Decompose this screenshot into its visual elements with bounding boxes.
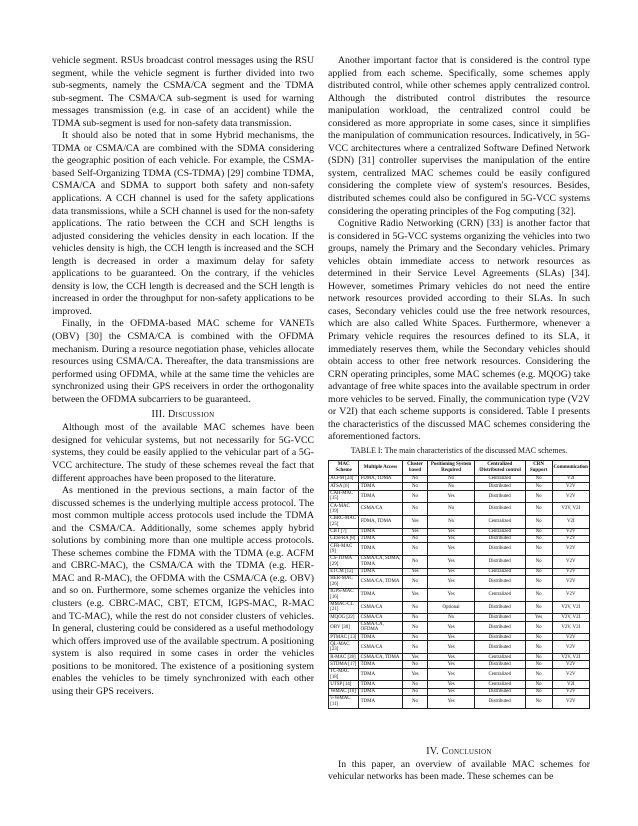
table-cell: CSMA/CA, TDMA xyxy=(359,575,402,588)
table-caption: TABLE I: The main characteristics of the discussed MAC schemes. xyxy=(350,445,568,455)
table-cell: Centralized xyxy=(474,528,525,535)
paragraph: As mentioned in the previous sections, a main factor of the discussed schemes is the underlying multiple access protocol. The most common multiple access protocols used include the TDMA and the CSMA/CA. Additionally, some schemes apply hybrid solutions by combining more than one multiple access protocols. These schemes combine the FDMA with the TDMA (e.g. ACFM and CBRC-MAC), the CSMA/CA with the TDMA (e.g. HER-MAC and R-MAC), the OFDMA with the CSMA/CA (e.g. OBV) and so on. Furthermore, some schemes organize the vehicles into clusters (e.g. CBRC-MAC, CBT, ETCM, IGPS-MAC, R-MAC and TC-MAC), while the rest do not consider clusters of vehicles. In general, clustering could be considered as a useful methodology which offers improved use of the available spectrum. A positioning system is also required in some cases in order the vehicles positions to be monitored. The existence of a positioning system enables the vehicles to be timely synchronized with each other using their GPS receivers. xyxy=(52,485,314,697)
table-cell: Distributed xyxy=(474,661,525,668)
section-title-discussion: III. Discussion xyxy=(151,409,215,421)
table-cell: CSMA/CA, SDMA, TDMA xyxy=(360,556,401,567)
table-cell: No xyxy=(525,575,552,588)
table-cell: Distributed xyxy=(474,543,525,556)
table-cell: No xyxy=(402,503,428,516)
table-cell: FDMA, TDMA xyxy=(359,516,402,529)
cell-scheme-name: ACFM [24] xyxy=(329,476,359,483)
table-row xyxy=(329,661,590,668)
table-row xyxy=(329,614,590,621)
cell-scheme-name: QL-MAC [23] xyxy=(329,641,359,654)
table-cell: TDMA xyxy=(359,490,402,503)
cell-scheme-name: CFR-MAC [9] xyxy=(329,543,359,556)
table-cell: No xyxy=(428,614,474,621)
header-control: Centralized /Distributed control xyxy=(474,460,525,475)
table-cell: Distributed xyxy=(474,621,525,634)
table-row xyxy=(329,654,590,661)
table-row xyxy=(329,601,590,614)
table-cell: V2V xyxy=(552,490,590,503)
table-cell: Yes xyxy=(428,695,474,708)
table-cell: No xyxy=(428,483,474,490)
header-cluster-based: Cluster based xyxy=(402,460,428,475)
cell-scheme-name: CS-TDMA [29] xyxy=(329,556,359,569)
table-cell: No xyxy=(428,503,474,516)
table-cell: Yes xyxy=(428,688,474,695)
cell-scheme-name: CA-MAC [19] xyxy=(329,503,359,516)
section-title-conclusion: IV. Conclusion xyxy=(426,745,492,757)
table-cell: TDMA xyxy=(359,634,402,641)
table-cell: Yes xyxy=(428,634,474,641)
table-cell: Yes xyxy=(428,654,474,661)
table-cell: No xyxy=(525,588,552,601)
table-cell: No xyxy=(525,528,552,535)
table-cell: TDMA xyxy=(359,588,402,601)
table-cell: V2V, V2I xyxy=(552,601,590,614)
table-cell: Yes xyxy=(428,536,474,543)
table-cell: Yes xyxy=(428,641,474,654)
table-cell: No xyxy=(402,621,428,634)
table-cell: TDMA xyxy=(359,688,402,695)
table-row xyxy=(329,668,590,681)
table-cell: No xyxy=(525,634,552,641)
table-cell: V2V xyxy=(552,695,590,708)
cell-scheme-name: CBRC-MAC [25] xyxy=(329,516,359,529)
table-cell: CSMA/CA xyxy=(359,614,402,621)
table-cell: Distributed xyxy=(474,641,525,654)
table-cell: Centralized xyxy=(474,516,525,529)
table-cell: Yes xyxy=(428,543,474,556)
table-cell: Yes xyxy=(428,661,474,668)
table-cell: Distributed xyxy=(474,695,525,708)
table-cell: V2V, V2I xyxy=(552,503,590,516)
table-cell: TDMA xyxy=(359,483,402,490)
table-row xyxy=(329,688,590,695)
cell-scheme-name: HER-MAC [26] xyxy=(329,575,359,588)
table-row xyxy=(329,483,590,490)
cell-scheme-name: UTSP [14] xyxy=(329,681,359,688)
table-cell: TDMA xyxy=(359,661,402,668)
cell-scheme-name: STDMA [17] xyxy=(329,661,359,668)
table-row xyxy=(329,681,590,688)
table-cell: V2V xyxy=(552,688,590,695)
table-cell: No xyxy=(525,483,552,490)
cell-scheme-name: MQOG [22] xyxy=(329,614,359,621)
table-row xyxy=(329,503,590,516)
table-cell: No xyxy=(525,681,552,688)
table-cell: Distributed xyxy=(474,688,525,695)
table-cell: Distributed xyxy=(474,634,525,641)
table-cell: V2V xyxy=(552,634,590,641)
table-cell: No xyxy=(402,695,428,708)
table-cell: No xyxy=(402,634,428,641)
table-cell: V2V, V2I xyxy=(552,621,590,634)
table-cell: No xyxy=(525,568,552,575)
table-cell: V2V xyxy=(552,528,590,535)
table-cell: V2I xyxy=(552,516,590,529)
table-cell: Yes xyxy=(402,568,428,575)
table-cell: V2V xyxy=(552,556,590,569)
table-cell: No xyxy=(525,503,552,516)
right-column xyxy=(328,55,590,784)
table-cell: No xyxy=(402,476,428,483)
table-cell: FDMA, TDMA xyxy=(359,476,402,483)
table-row xyxy=(329,695,590,708)
cell-scheme-name: ATSA [6] xyxy=(329,483,359,490)
table-cell: Centralized xyxy=(474,588,525,601)
table-cell: Centralized xyxy=(474,654,525,661)
cell-scheme-name: CBT [7] xyxy=(329,528,359,535)
table-cell: Centralized xyxy=(474,476,525,483)
table-cell: V2I xyxy=(552,476,590,483)
table-cell: No xyxy=(402,483,428,490)
table-cell: Centralized xyxy=(474,668,525,681)
table-cell: No xyxy=(402,556,428,569)
table-cell: No xyxy=(525,641,552,654)
table-cell: Yes xyxy=(402,528,428,535)
table-cell: No xyxy=(402,688,428,695)
table-cell: Distributed xyxy=(474,490,525,503)
table-cell: No xyxy=(525,543,552,556)
table-cell: No xyxy=(525,688,552,695)
table-row xyxy=(329,621,590,634)
cell-scheme-name: ETCM [12] xyxy=(329,568,359,575)
table-row xyxy=(329,641,590,654)
table-cell: Distributed xyxy=(474,614,525,621)
table-row xyxy=(329,634,590,641)
table-cell: No xyxy=(525,661,552,668)
table-cell: No xyxy=(525,601,552,614)
paragraph: Although most of the available MAC schemes have been designed for vehicular systems, but not necessarily for 5G-VCC systems, they could be easily applied to the vehicular part of a 5G-VCC architecture. The study of these schemes reveal the fact that different approaches have been proposed to the literature. xyxy=(52,422,314,484)
table-cell: Distributed xyxy=(474,575,525,588)
table-cell: Yes xyxy=(402,516,428,529)
table-cell: Yes xyxy=(402,588,428,601)
cell-scheme-name: PTMAC [13] xyxy=(329,634,359,641)
table-cell: Yes xyxy=(428,490,474,503)
table-cell: CSMA/CA xyxy=(359,601,402,614)
cell-scheme-name: CAH-MAC [15] xyxy=(329,490,359,503)
table-cell: No xyxy=(402,641,428,654)
table-cell: Yes xyxy=(428,681,474,688)
table-cell: V2V xyxy=(552,661,590,668)
table-cell: No xyxy=(525,516,552,529)
table-cell: TDMA xyxy=(359,568,402,575)
table-cell: TDMA xyxy=(359,528,402,535)
paragraph: Finally, in the OFDMA-based MAC scheme for VANETs (OBV) [30] the CSMA/CA is combined with the OFDMA mechanism. During a resource negotiation phase, vehicles allocate resources using CSMA/CA. Thereafter, the data transmissions are performed using OFDMA, while at the same time the vehicles are synchronized using their GPS receivers in order the orthogonality between the OFDMA subcarriers to be guaranteed. xyxy=(52,318,314,405)
table-cell: Yes xyxy=(428,588,474,601)
table-cell: No xyxy=(402,490,428,503)
table-cell: Yes xyxy=(428,575,474,588)
table-row xyxy=(329,543,590,556)
table-row xyxy=(329,490,590,503)
table-cell: No xyxy=(525,695,552,708)
table-cell: TDMA xyxy=(359,695,402,708)
table-cell: TDMA xyxy=(359,668,402,681)
table-cell: Yes xyxy=(402,654,428,661)
table-cell: No xyxy=(428,476,474,483)
table-cell: Distributed xyxy=(474,601,525,614)
table-cell: No xyxy=(525,536,552,543)
header-multiple-access: Multiple Access xyxy=(359,460,402,475)
table-body xyxy=(329,476,590,708)
table-cell: No xyxy=(402,536,428,543)
header-communication: Communication xyxy=(552,460,590,475)
table-cell: No xyxy=(525,668,552,681)
table-cell: Distributed xyxy=(474,483,525,490)
table-cell: CSMA/CA xyxy=(359,641,402,654)
table-cell: Yes xyxy=(428,668,474,681)
table-cell: No xyxy=(402,543,428,556)
cell-scheme-name: MMAC-CL [21] xyxy=(329,601,359,614)
table-cell: V2V, V2I xyxy=(552,654,590,661)
table-cell: No xyxy=(525,621,552,634)
table-cell: Yes xyxy=(428,568,474,575)
table-cell: No xyxy=(402,575,428,588)
table-header-row xyxy=(329,460,590,475)
table-row xyxy=(329,556,590,569)
table-cell: V2V xyxy=(552,536,590,543)
table-cell: Distributed xyxy=(474,536,525,543)
table-row xyxy=(329,588,590,601)
cell-scheme-name: OBV [30] xyxy=(329,621,359,634)
table-cell: Yes xyxy=(428,528,474,535)
table-cell: Yes xyxy=(402,668,428,681)
table-cell: No xyxy=(525,476,552,483)
table-cell: No xyxy=(402,614,428,621)
cell-scheme-name: v-VeMAC [11] xyxy=(329,695,359,708)
table-cell: Yes xyxy=(525,614,552,621)
paragraph: It should also be noted that in some Hybrid mechanisms, the TDMA or CSMA/CA are combined with the SDMA considering the geographic position of each vehicle. For example, the CSMA-based Self-Organizing TDMA (CS-TDMA) [29] combine TDMA, CSMA/CA and SDMA to support both safety and non-safety applications. A CCH channel is used for the safety applications data transmissions, while a SCH channel is used for the non-safety applications. The ratio between the CCH and SCH lengths is adjusted considering the vehicles density in each location. If the vehicles density is high, the CCH length is increased and the SCH length is decreased in order a maximum delay for safety applications to be guaranteed. On the contrary, if the vehicles density is low, the CCH length is decreased and the SCH length is increased in order the throughput for non-safety applications to be improved. xyxy=(52,130,314,317)
cell-scheme-name: TC-MAC [18] xyxy=(329,668,359,681)
table-cell: Centralized xyxy=(474,681,525,688)
header-mac-scheme: MAC Scheme xyxy=(329,460,359,475)
table-cell: V2V xyxy=(552,641,590,654)
table-cell: CSMA/CA xyxy=(359,503,402,516)
table-row xyxy=(329,536,590,543)
paragraph: Another important factor that is considered is the control type applied from each scheme. Specifically, some schemes apply distributed control, while other schemes apply centralized control. Although the distributed control distributes the resource manipulation workload, the centralized control could be considered as more appropriate in some cases, since it simplifies the manipulation of communication resources. Indicatively, in 5G-VCC architectures where a centralized Software Defined Network (SDN) [31] controller supervises the manipulation of the entire system, centralized MAC schemes could be easily configured considering the complete view of system's resources. Besides, distributed schemes could also be configured in 5G-VCC systems considering the operating principles of the Fog computing [32]. xyxy=(328,55,590,217)
table-cell: V2V xyxy=(552,483,590,490)
table-cell: V2V xyxy=(552,568,590,575)
table-cell: Yes xyxy=(428,556,474,569)
table-cell: Yes xyxy=(428,621,474,634)
table-cell: V2V xyxy=(552,588,590,601)
table-cell: TDMA xyxy=(359,543,402,556)
table-cell: No xyxy=(525,556,552,569)
table-cell: V2V, V2I xyxy=(552,614,590,621)
mac-schemes-table xyxy=(328,460,590,709)
table-cell: No xyxy=(525,654,552,661)
table-cell: V2V xyxy=(552,543,590,556)
cell-scheme-name: IGPS-MAC [16] xyxy=(329,588,359,601)
table-cell: No xyxy=(402,601,428,614)
paragraph: In this paper, an overview of available MAC schemes for vehicular networks has been made. These schemes can be xyxy=(328,758,590,783)
table-cell: Centralized xyxy=(474,568,525,575)
table-cell: No xyxy=(402,661,428,668)
table-cell: No xyxy=(428,516,474,529)
table-cell: CSMA/CA, OFDMA xyxy=(359,621,402,634)
table-cell: No xyxy=(525,490,552,503)
table-row xyxy=(329,575,590,588)
table-cell: Optional xyxy=(428,601,474,614)
table-cell: V2V xyxy=(552,668,590,681)
header-positioning: Positioning System Required xyxy=(428,460,474,475)
left-column xyxy=(52,55,314,698)
header-crn-support: CRN Support xyxy=(525,460,552,475)
table-cell: V2I xyxy=(552,681,590,688)
cell-scheme-name: R-MAC [28] xyxy=(329,654,359,661)
table-row xyxy=(329,476,590,483)
cell-scheme-name: CESFRA [8] xyxy=(329,536,359,543)
table-cell: CSMA/CA, TDMA xyxy=(359,654,402,661)
table-row xyxy=(329,516,590,529)
table-cell: TDMA xyxy=(359,681,402,688)
paragraph: Cognitive Radio Networking (CRN) [33] is another factor that is considered in 5G-VCC systems organizing the vehicles into two groups, namely the Primary and the Secondary vehicles. Primary vehicles obtain immediate access to network resources as determined in their Service Level Agreements (SLAs) [34]. However, sometimes Primary vehicles do not need the entire network resources provided according to their SLAs. In such cases, Secondary vehicles could use the free network resources, which are also called White Spaces. Furthermore, whenever a Primary vehicle requires the resources defined to its SLA, it immediately reserves them, while the Secondary vehicles should obtain access to other free network resources. Considering the CRN operating principles, some MAC schemes (e.g. MQOG) take advantage of free white spaces into the available spectrum in order more vehicles to be served. Finally, the communication type (V2V or V2I) that each scheme supports is considered. Table I presents the characteristics of the discussed MAC schemes considering the aforementioned factors. xyxy=(328,218,590,443)
paragraph: vehicle segment. RSUs broadcast control messages using the RSU segment, while the vehicle segment is further divided into two sub-segments, namely the CSMA/CA segment and the TDMA sub-segment. The CSMA/CA sub-segment is used for warning messages transmission (e.g. in case of an accident) while the TDMA sub-segment is used for non-safety data transmission. xyxy=(52,55,314,129)
table-cell: Distributed xyxy=(474,503,525,516)
table-cell: No xyxy=(402,681,428,688)
table-row xyxy=(329,568,590,575)
table-row xyxy=(329,528,590,535)
table-cell: V2V xyxy=(552,575,590,588)
table-cell: Distributed xyxy=(474,556,525,569)
table-cell: TDMA xyxy=(359,536,402,543)
cell-scheme-name: VeMAC [10] xyxy=(329,688,359,695)
